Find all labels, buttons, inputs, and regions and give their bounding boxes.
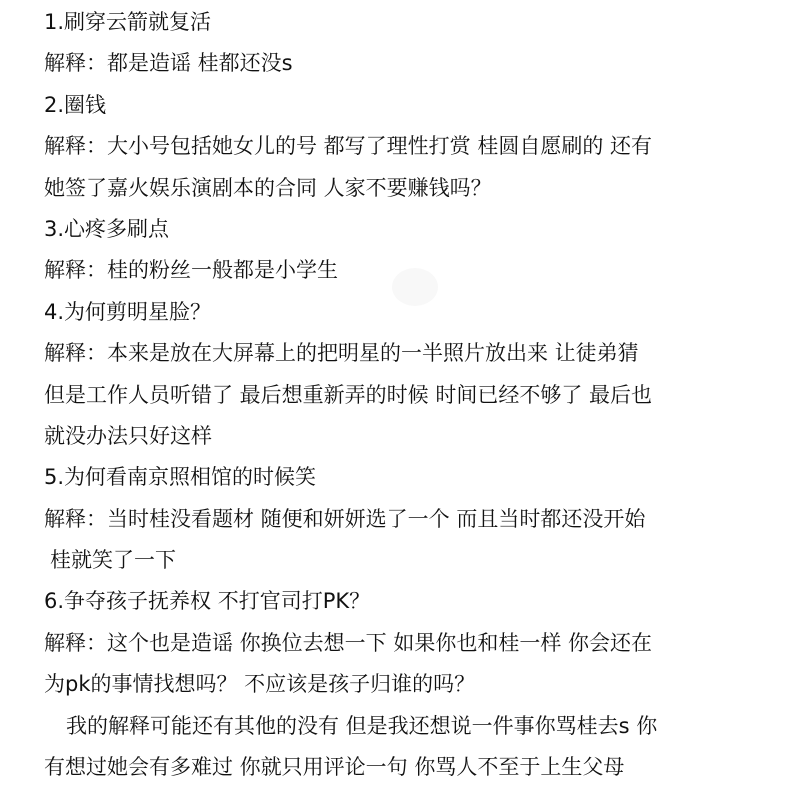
explanation-6-cont: 为pk的事情找想吗？ 不应该是孩子归谁的吗？ bbox=[44, 672, 476, 697]
closing-paragraph-cont: 有想过她会有多难过 你就只用评论一句 你骂人不至于上生父母 bbox=[44, 755, 625, 780]
explanation-4-cont-2: 就没办法只好这样 bbox=[44, 423, 212, 448]
heading-3: 3.心疼多刷点 bbox=[44, 216, 170, 241]
explanation-4-cont-1: 但是工作人员听错了 最后想重新弄的时候 时间已经不够了 最后也 bbox=[44, 382, 653, 407]
closing-paragraph: 我的解释可能还有其他的没有 但是我还想说一件事你骂桂去s 你 bbox=[66, 713, 658, 738]
explanation-3: 解释：桂的粉丝一般都是小学生 bbox=[44, 258, 338, 283]
watermark-icon bbox=[392, 268, 438, 306]
explanation-1: 解释：都是造谣 桂都还没s bbox=[44, 51, 293, 76]
explanation-2-cont: 她签了嘉火娱乐演剧本的合同 人家不要赚钱吗？ bbox=[44, 175, 492, 200]
explanation-6: 解释：这个也是造谣 你换位去想一下 如果你也和桂一样 你会还在 bbox=[44, 630, 653, 655]
heading-6: 6.争夺孩子抚养权 不打官司打PK？ bbox=[44, 589, 371, 614]
heading-2: 2.圈钱 bbox=[44, 92, 107, 117]
heading-5: 5.为何看南京照相馆的时候笑 bbox=[44, 465, 317, 490]
heading-4: 4.为何剪明星脸？ bbox=[44, 299, 212, 324]
explanation-5: 解释：当时桂没看题材 随便和妍妍选了一个 而且当时都还没开始 bbox=[44, 506, 646, 531]
heading-1: 1.刷穿云箭就复活 bbox=[44, 10, 212, 34]
explanation-5-cont: 桂就笑了一下 bbox=[50, 548, 176, 573]
explanation-2: 解释：大小号包括她女儿的号 都写了理性打赏 桂圆自愿刷的 还有 bbox=[44, 134, 653, 159]
explanation-4: 解释：本来是放在大屏幕上的把明星的一半照片放出来 让徒弟猜 bbox=[44, 341, 639, 366]
